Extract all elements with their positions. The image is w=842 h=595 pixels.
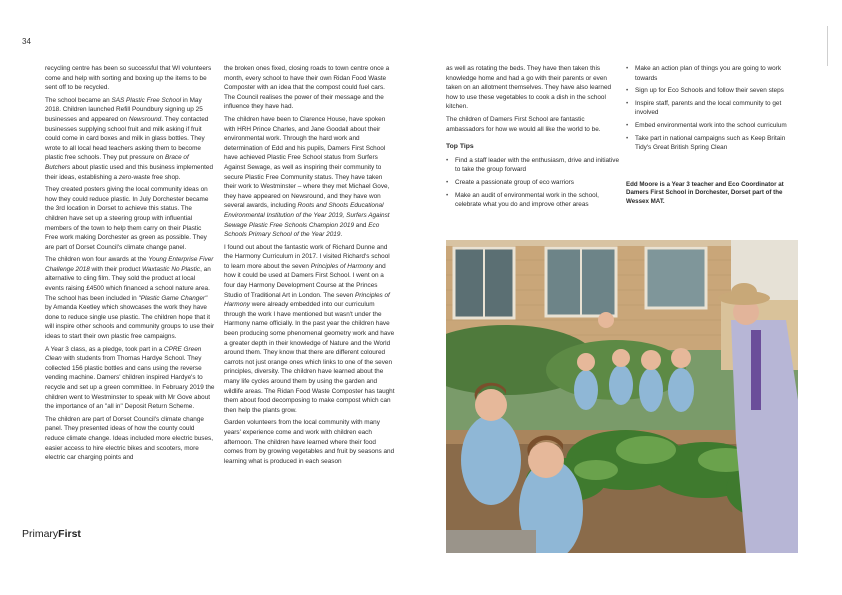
tip-item: • Make an audit of environmental work in the school, celebrate what you do and improve other areas (446, 191, 622, 210)
paragraph: I found out about the fantastic work of Richard Dunne and the Harmony Curriculum in 2017. I visited Richard's school to learn more about the seven Principles of Harmony and how it could be used at Damers First School. I went on a four day Harmony Development Course at the Princes Studio of Traditional Art in London. The seven Principles of Harmony were already embedded into our curriculum through the work I have mentioned but wasn't under the Harmony name officially. In the past year the children have been producing some phenomenal geometry work and have a greater depth in their knowledge of Nature and the World around them. They know that there are different coloured carrots not just orange ones which links to one of the seven principles, diversity. The children have learned about the many life cycles around them by using the garden and wildlife areas. The Ridan Food Waste Composter has taught them about food decomposing to make compost which can then help the plants grow. (224, 243, 395, 414)
paragraph: A Year 3 class, as a pledge, took part in a CPRE Green Clean with students from Thomas Hardye School. They collected 156 plastic bottles and cans using the reverse vending machine. Damers' children inspired Hardye's to recycle and set up a green committee. In February 2019 the children went to Westminster to speak with Mr Gove about the importance of an "all in" Deposit Return Scheme. (45, 345, 215, 411)
text-column-4 (626, 64, 802, 207)
paragraph: recycling centre has been so successful that WI volunteers come and help with sorting and boxing up the items to be sent off to be recycled. (45, 65, 212, 92)
author-bio: Edd Moore is a Year 3 teacher and Eco Coordinator at Damers First School in Dorchester, Dorset part of the Wessex MAT. (626, 180, 784, 205)
paragraph: the broken ones fixed, closing roads to town centre once a month, every school to have their own Ridan Food Waste Composter with an idea that the compost could fuel cars. The Council realises the power of their message and the influence they have had. (224, 65, 390, 111)
page-number: 34 (22, 37, 31, 46)
tips-list-continued (626, 64, 802, 153)
tip-item: • Take part in national campaigns such as Keep Britain Tidy's Great British Spring Clean (626, 134, 802, 153)
school-garden-photo (446, 240, 798, 553)
tip-item: • Create a passionate group of eco warriors (446, 178, 622, 188)
paragraph: The school became an SAS Plastic Free School in May 2018. Children launched Refill Poundbury signing up 25 businesses and appeared on Newsround. They contacted businesses supplying school fruit and milk asking if fruit could come in card boxes and milk in glass bottles. They wrote to all local head teachers asking them to become plastic free schools. They put pressure on Brace of Butchers about plastic used and this business implemented their ideas, establishing a zero-waste free shop. (45, 96, 214, 181)
text-column-2 (224, 64, 396, 469)
paragraph: as well as rotating the beds. They have then taken this knowledge home and had a go with their parents or even taken on an allotment themselves. They have also learned how to use these vegetables to cook a dish in the school kitchen. (446, 65, 612, 111)
top-tips-heading: Top Tips (446, 143, 474, 151)
tips-list (446, 156, 622, 210)
paragraph: The children are part of Dorset Council's climate change panel. They presented ideas of how the county could reduce climate change. Ideas included more electric buses, easier access to hire electric bikes and scooters, more electric car charging points and (45, 415, 214, 462)
tip-item: • Sign up for Eco Schools and follow their seven steps (626, 86, 802, 96)
paragraph: The children of Damers First School are fantastic ambassadors for how we would all like the world to be. (446, 115, 601, 133)
paragraph: They created posters giving the local community ideas on how they could reduce plastic. In July Dorchester became the 3rd location in Dorset to achieve this status. The children have set up a steering group with influential members of the town to help them carry on their Plastic Free work making Dorchester as green as possible. They are part of Dorset Council's climate change panel. (45, 186, 209, 251)
paragraph: The children have been to Clarence House, have spoken with HRH Prince Charles, and Jane Goodall about their environmental work. Through the hard work and determination of Edd and his pupils, Damers First School have achieved Plastic Free School status from Surfers Against Sewage, as well as inspiring their community to secure Plastic Free Community status. They have taken their work to Westminster – where they met Michael Gove, they have appeared on Newsround, and they have won several awards, including Roots and Shoots Educational Environmental Institution of the Year 2019, Surfers Against Sewage Plastic Free Schools Champion 2019 and Eco Schools Primary School of the Year 2019. (224, 115, 390, 239)
tip-item: • Find a staff leader with the enthusiasm, drive and initiative to take the group forward (446, 156, 622, 175)
tip-item: • Make an action plan of things you are going to work towards (626, 64, 802, 83)
margin-rule (827, 26, 828, 66)
brand-logo: PrimaryFirst (22, 528, 81, 540)
tip-item: • Embed environmental work into the school curriculum (626, 121, 802, 131)
tip-item: • Inspire staff, parents and the local community to get involved (626, 99, 802, 118)
paragraph: The children won four awards at the Young Enterprise Fiver Challenge 2018 with their product Waxtastic No Plastic, an alternative to cling film. They sold the product at local events raising £4500 which financed a school nature area. The school has been included in "Plastic Game Changer" by Amanda Keetley which showcases the work they have done to reduce single use plastic. The children hope that it will inspire other schools and community groups to use their ideas to start their own plastic free campaigns. (45, 256, 215, 341)
text-column-3 (446, 64, 622, 213)
paragraph: Garden volunteers from the local community with many years' experience come and work with children each afternoon. The children have learned where their food comes from by growing vegetables and fruit by seasons and learning what is produced in each season (224, 419, 395, 465)
text-column-1 (45, 64, 215, 466)
